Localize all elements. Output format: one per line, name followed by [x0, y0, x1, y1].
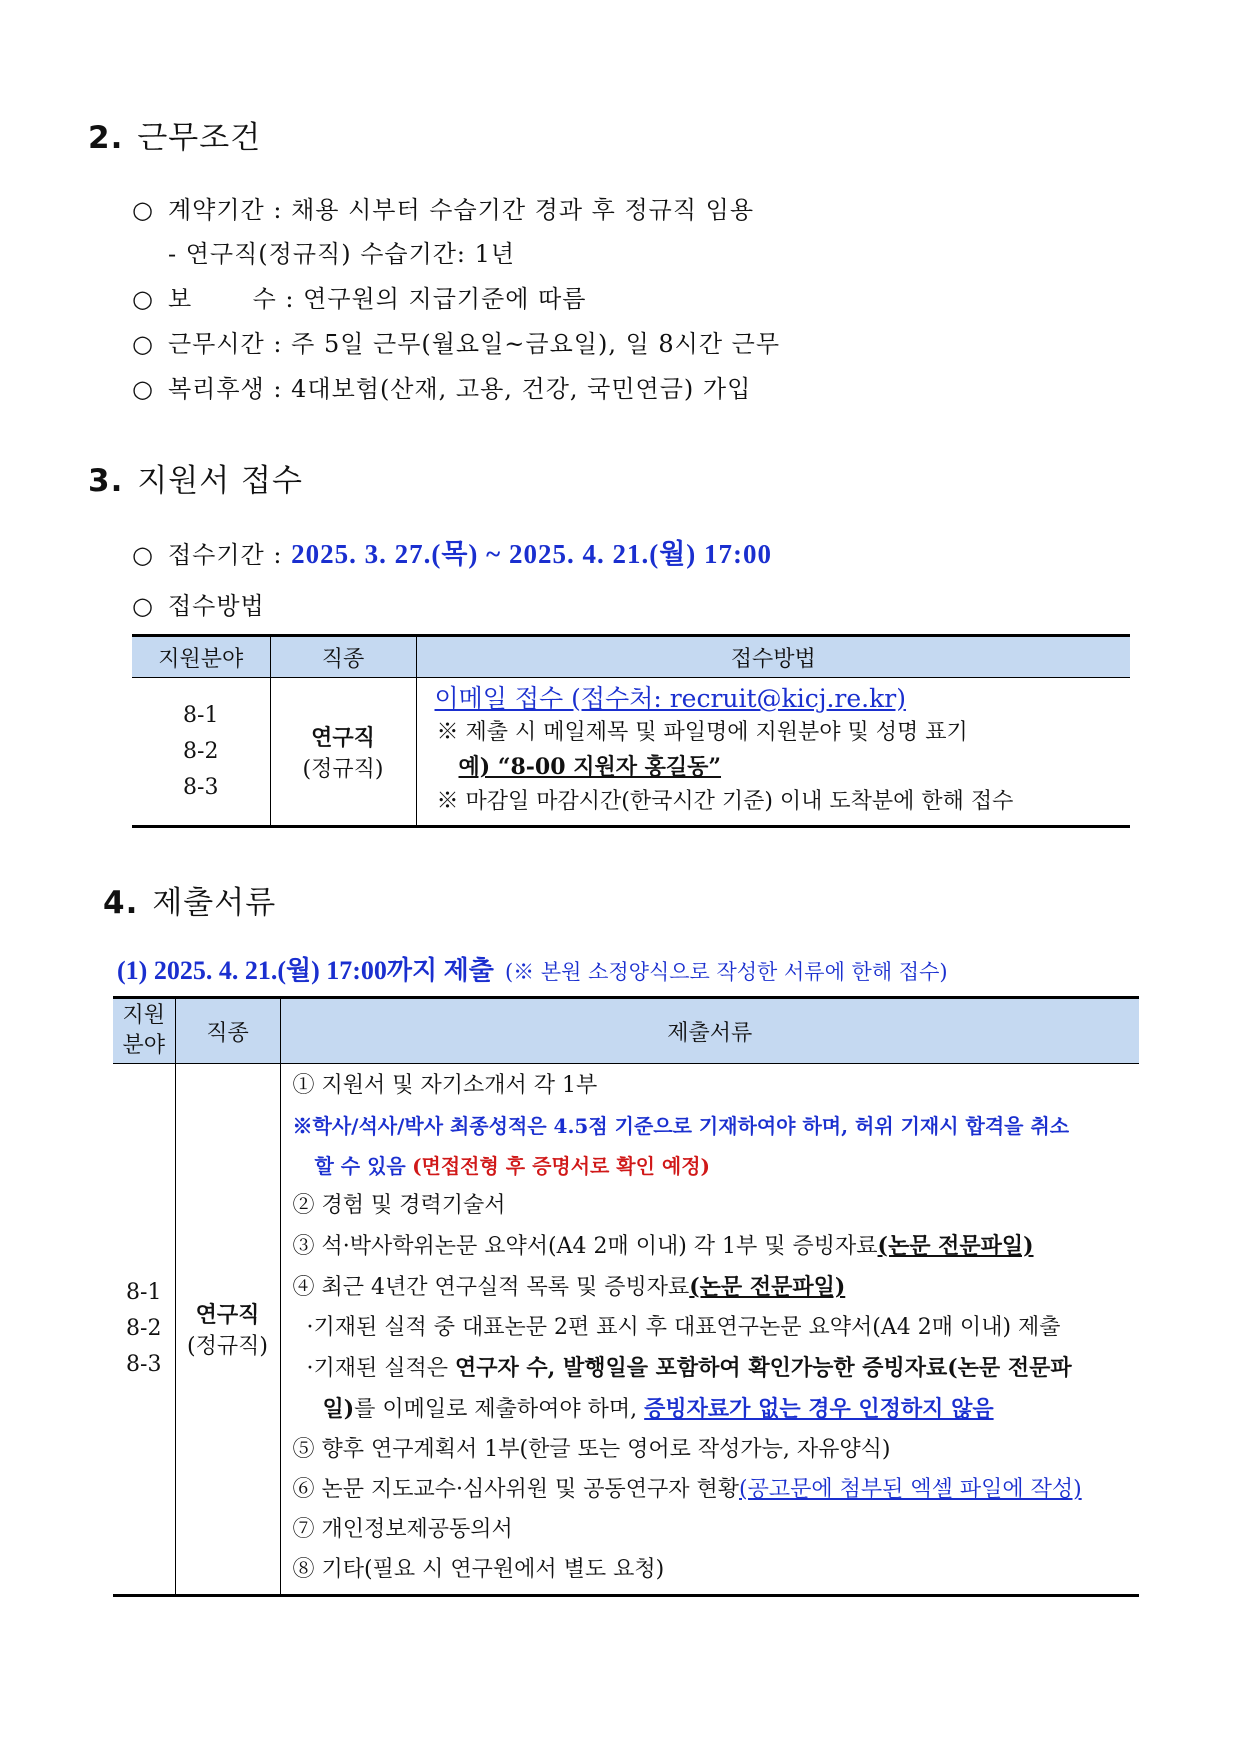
bullet: ○ [132, 285, 154, 313]
doc-item [281, 1267, 1140, 1308]
doc-bold: 일) [322, 1396, 355, 1422]
doc-item: ⑤ 향후 연구계획서 1부(한글 또는 영어로 작성가능, 자유양식) [292, 1437, 891, 1462]
doc-item: ② 경험 및 경력기술서 [292, 1193, 506, 1218]
section-title: 근무조건 [137, 120, 262, 156]
doc-underlined: (논문 전문파일) [689, 1274, 846, 1300]
item-text: 4대보험(산재, 고용, 건강, 국민연금) 가입 [291, 375, 752, 403]
header-job: 직종 [270, 636, 416, 678]
doc-bullet-cont [281, 1389, 1140, 1430]
docs-cell [280, 1064, 1139, 1596]
section-title: 지원서 접수 [137, 463, 303, 499]
job-title: 연구직 [195, 1302, 260, 1328]
item-label: 접수방법 [168, 592, 265, 620]
example-text: 예) “8-00 지원자 홍길동” [458, 754, 722, 780]
bullet: ○ [132, 592, 154, 620]
header-method: 접수방법 [416, 636, 1130, 678]
bullet: ○ [132, 196, 154, 224]
section-4-heading [103, 877, 276, 922]
field-code: 8-3 [126, 1352, 162, 1377]
field-code: 8-2 [183, 738, 219, 764]
doc-item: ⑦ 개인정보제공동의서 [292, 1517, 513, 1542]
bullet: ○ [132, 330, 154, 358]
salary-line [132, 279, 586, 314]
field-code: 8-3 [183, 774, 219, 800]
section-3-heading [88, 455, 303, 500]
header-field: 지원분야 [132, 636, 270, 678]
job-subtitle: (정규직) [187, 1334, 268, 1359]
doc-blue-underlined: (공고문에 첨부된 엑셀 파일에 작성) [739, 1477, 1082, 1502]
doc-underlined: (논문 전문파일) [877, 1233, 1034, 1259]
bullet: ○ [132, 541, 154, 569]
submission-deadline-line [117, 950, 948, 987]
item-label: 접수기간 : [168, 541, 283, 569]
field-cell [132, 678, 270, 827]
doc-text: ·기재된 실적은 [306, 1356, 448, 1381]
item-label: 보 수 [168, 285, 277, 313]
section-2-heading [88, 112, 261, 157]
header-text: 분야 [122, 1033, 165, 1058]
separator: : [285, 285, 295, 313]
doc-note [281, 1146, 1140, 1186]
item-text: 주 5일 근무(월요일~금요일), 일 8시간 근무 [291, 330, 781, 358]
submission-note: (※ 본원 소정양식으로 작성한 서류에 한해 접수) [504, 960, 948, 984]
doc-text: 를 이메일로 제출하여야 하며, [354, 1397, 638, 1422]
item-text: - 연구직(정규직) 수습기간: 1년 [168, 240, 516, 268]
doc-bold: 연구자 수, 발행일을 포함하여 확인가능한 증빙자료(논문 전문파 [455, 1355, 1072, 1381]
method-note: ※ 제출 시 메일제목 및 파일명에 지원분야 및 성명 표기 [436, 720, 968, 745]
work-hours-line [132, 324, 780, 359]
job-subtitle: (정규직) [302, 756, 384, 782]
header-text: 지원 [122, 1003, 165, 1028]
bullet: ○ [132, 375, 154, 403]
item-label: 복리후생 [168, 375, 265, 403]
doc-item [281, 1470, 1140, 1510]
doc-bullet: ·기재된 실적 중 대표논문 2편 표시 후 대표연구논문 요약서(A4 2매 이내) 제출 [306, 1315, 1061, 1340]
section-number: 2. [88, 120, 124, 156]
application-period-line [132, 532, 772, 571]
doc-item [281, 1226, 1140, 1267]
welfare-line [132, 369, 751, 404]
submission-deadline: (1) 2025. 4. 21.(월) 17:00까지 제출 [117, 956, 494, 985]
method-cell [416, 678, 1130, 827]
separator: : [273, 196, 283, 224]
job-cell [175, 1064, 280, 1596]
doc-item: ① 지원서 및 자기소개서 각 1부 [292, 1073, 598, 1098]
table-header-row [113, 998, 1139, 1064]
job-cell [270, 678, 416, 827]
header-job: 직종 [175, 998, 280, 1064]
doc-text: ⑥ 논문 지도교수·심사위원 및 공동연구자 현황 [292, 1477, 739, 1502]
doc-item: ⑧ 기타(필요 시 연구원에서 별도 요청) [292, 1557, 665, 1582]
doc-bullet [281, 1348, 1140, 1389]
job-title: 연구직 [311, 724, 375, 751]
contract-period-line [132, 190, 754, 225]
separator: : [273, 375, 283, 403]
section-number: 3. [88, 463, 124, 499]
field-code: 8-1 [183, 702, 219, 728]
required-documents-table [113, 996, 1139, 1597]
table-row [132, 678, 1130, 827]
method-example [417, 750, 1131, 785]
note-red-text: (면접전형 후 증명서로 확인 예정) [412, 1154, 711, 1178]
doc-text: ③ 석·박사학위논문 요약서(A4 2매 이내) 각 1부 및 증빙자료 [292, 1234, 878, 1259]
doc-blue-underlined: 증빙자료가 없는 경우 인정하지 않음 [644, 1396, 994, 1422]
header-docs: 제출서류 [280, 998, 1139, 1064]
email-contact-link[interactable]: 이메일 접수 (접수처: recruit@kicj.re.kr) [434, 684, 906, 713]
field-cell [113, 1064, 175, 1596]
section-number: 4. [103, 885, 139, 921]
item-label: 근무시간 [168, 330, 265, 358]
item-text: 연구원의 지급기준에 따름 [303, 285, 587, 313]
note-text: 할 수 있음 [314, 1154, 406, 1178]
field-code: 8-2 [126, 1316, 162, 1341]
method-note: ※ 마감일 마감시간(한국시간 기준) 이내 도착분에 한해 접수 [436, 789, 1014, 814]
doc-note: ※학사/석사/박사 최종성적은 4.5점 기준으로 기재하여야 하며, 허위 기재시 합격을 취소 [292, 1114, 1070, 1138]
separator: : [273, 330, 283, 358]
application-method-table [132, 634, 1130, 828]
application-period-value: 2025. 3. 27.(목) ~ 2025. 4. 21.(월) 17:00 [291, 539, 773, 569]
table-row [113, 1064, 1139, 1596]
section-title: 제출서류 [152, 885, 277, 921]
doc-text: ④ 최근 4년간 연구실적 목록 및 증빙자료 [292, 1275, 690, 1300]
table-header-row [132, 636, 1130, 678]
application-method-line [132, 586, 265, 621]
header-field [113, 998, 175, 1064]
probation-line [168, 234, 515, 269]
item-text: 채용 시부터 수습기간 경과 후 정규직 임용 [291, 196, 755, 224]
item-label: 계약기간 [168, 196, 265, 224]
field-code: 8-1 [126, 1280, 162, 1305]
